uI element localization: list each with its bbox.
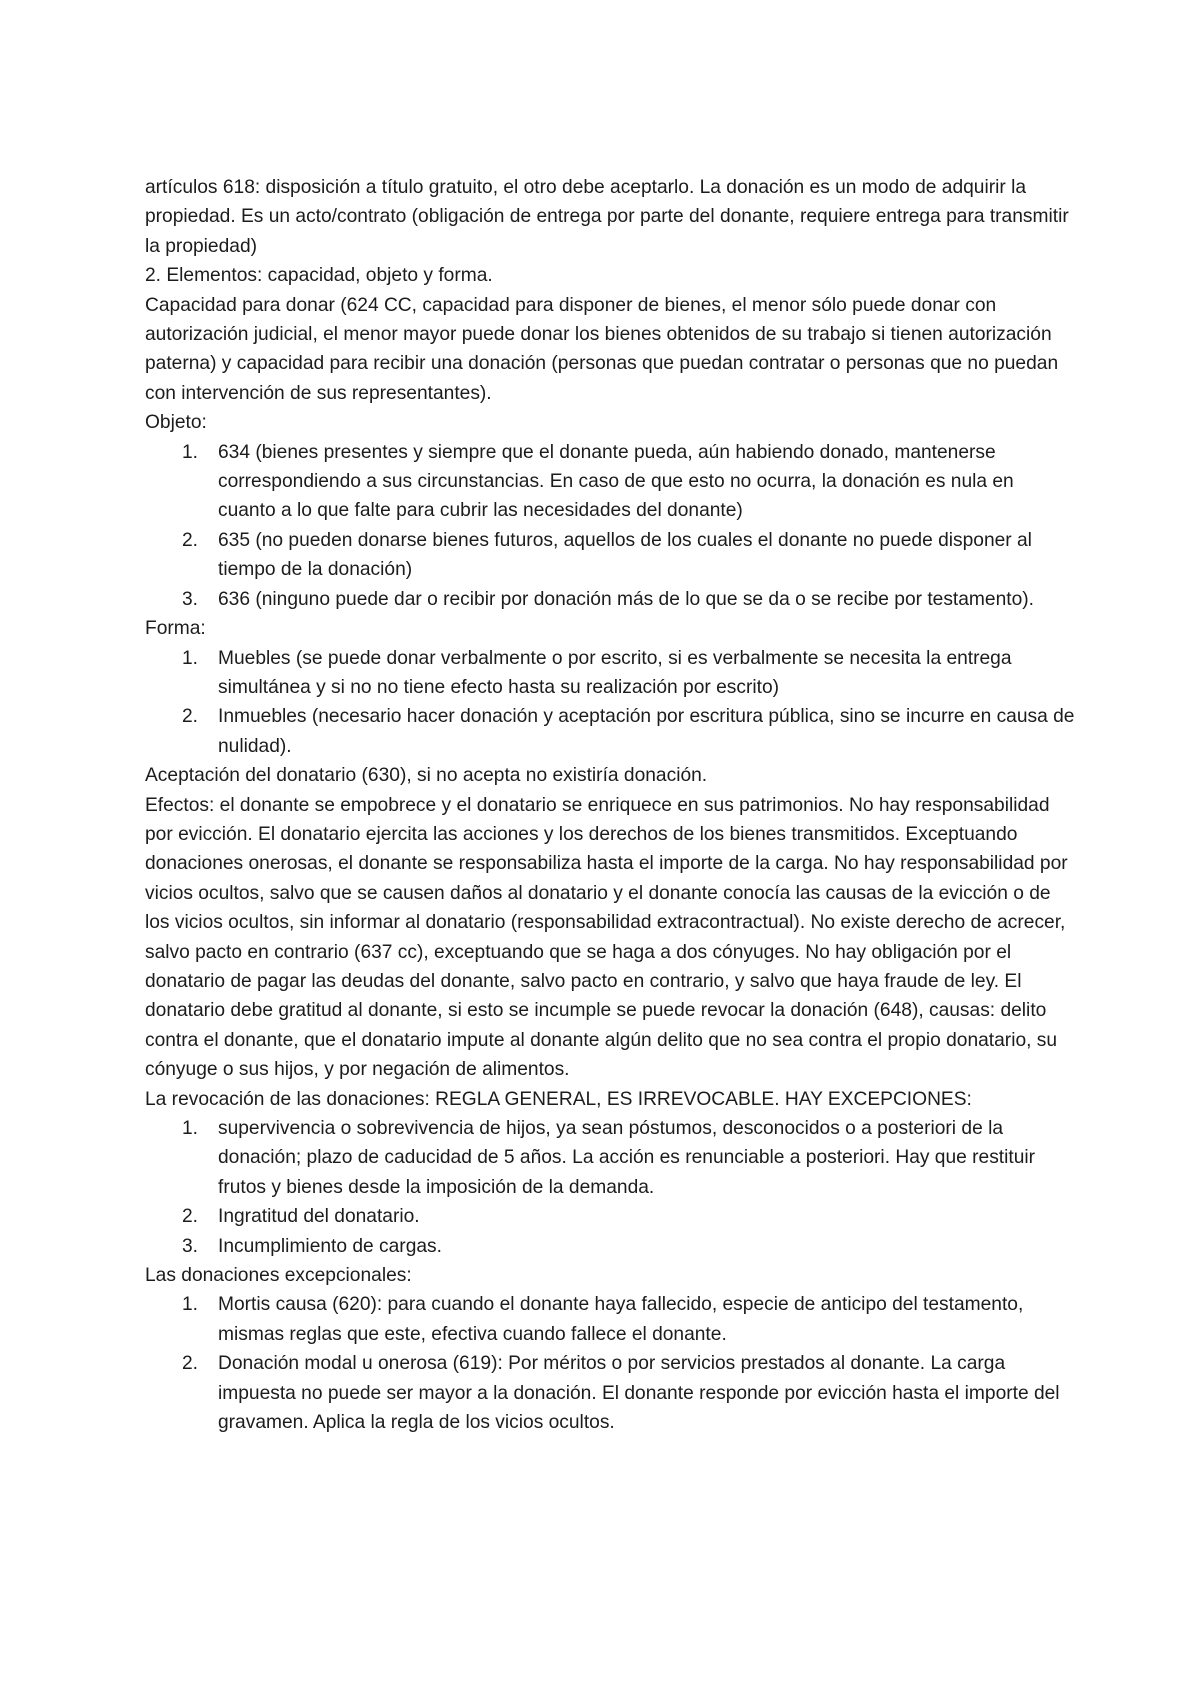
aceptacion-paragraph: Aceptación del donatario (630), si no acepta no existiría donación. [145, 765, 708, 787]
list-item [145, 1114, 1075, 1202]
list-item-number: 2. [182, 1206, 199, 1228]
list-item-number: 2. [182, 1353, 199, 1375]
forma-list [145, 644, 1075, 762]
list-item [145, 702, 1075, 761]
list-item-text: Incumplimiento de cargas. [218, 1235, 442, 1257]
list-item [145, 585, 1075, 614]
objeto-heading: Objeto: [145, 412, 207, 434]
list-item [145, 438, 1075, 526]
objeto-list [145, 438, 1075, 614]
forma-heading: Forma: [145, 618, 206, 640]
list-item [145, 644, 1075, 703]
document-page [145, 173, 1075, 1437]
excepcionales-heading: Las donaciones excepcionales: [145, 1265, 412, 1287]
revocacion-heading: La revocación de las donaciones: REGLA GENERAL, ES IRREVOCABLE. HAY EXCEPCIONES: [145, 1088, 972, 1110]
list-item-number: 3. [182, 1235, 199, 1257]
list-item-number: 2. [182, 529, 199, 551]
list-item-text: supervivencia o sobrevivencia de hijos, ya sean póstumos, desconocidos o a posteriori de la donación; plazo de caducidad de 5 años. La acción es renunciable a posteriori. Hay que restituir frutos y bienes desde la imposición de la demanda. [218, 1118, 1036, 1198]
list-item [145, 1349, 1075, 1437]
list-item-text: Donación modal u onerosa (619): Por méritos o por servicios prestados al donante. La carga impuesta no puede ser mayor a la donación. El donante responde por evicción hasta el importe del gravamen. Aplica la regla de los vicios ocultos. [218, 1353, 1060, 1434]
efectos-paragraph: Efectos: el donante se empobrece y el donatario se enriquece en sus patrimonios. No hay responsabilidad por evicción. El donatario ejercita las acciones y los derechos de los bienes transmitidos. Exceptuando donaciones onerosas, el donante se responsabiliza hasta el importe de la carga. No hay responsabilidad por vicios ocultos, salvo que se causen daños al donatario y el donante conocía las causas de la evicción o de los vicios ocultos, sin informar al donatario (responsabilidad extracontractual). No existe derecho de acrecer, salvo pacto en contrario (637 cc), exceptuando que se haga a dos cónyuges. No hay obligación por el donatario de pagar las deudas del donante, salvo pacto en contrario, y salvo que haya fraude de ley. El donatario debe gratitud al donante, si esto se incumple se puede revocar la donación (648), causas: delito contra el donante, que el donatario impute al donante algún delito que no sea contra el propio donatario, su cónyuge o sus hijos, y por negación de alimentos. [145, 794, 1068, 1081]
list-item [145, 1202, 1075, 1231]
list-item-text: 636 (ninguno puede dar o recibir por donación más de lo que se da o se recibe por testamento). [218, 588, 1034, 610]
list-item-text: 635 (no pueden donarse bienes futuros, aquellos de los cuales el donante no puede disponer al tiempo de la donación) [218, 529, 1032, 581]
list-item-text: 634 (bienes presentes y siempre que el donante pueda, aún habiendo donado, mantenerse correspondiendo a sus circunstancias. En caso de que esto no ocurra, la donación es nula en cuanto a lo que falte para cubrir las necesidades del donante) [218, 441, 1014, 522]
list-item [145, 1290, 1075, 1349]
list-item-text: Ingratitud del donatario. [218, 1206, 420, 1228]
list-item-number: 1. [182, 1294, 199, 1316]
list-item-number: 3. [182, 588, 199, 610]
list-item [145, 1232, 1075, 1261]
list-item-number: 1. [182, 441, 199, 463]
list-item-text: Muebles (se puede donar verbalmente o por escrito, si es verbalmente se necesita la entrega simultánea y si no no tiene efecto hasta su realización por escrito) [218, 647, 1012, 698]
capacidad-paragraph: Capacidad para donar (624 CC, capacidad para disponer de bienes, el menor sólo puede donar con autorización judicial, el menor mayor puede donar los bienes obtenidos de su trabajo si tienen autorización paterna) y capacidad para recibir una donación (personas que puedan contratar o personas que no puedan con intervención de sus representantes). [145, 294, 1059, 404]
list-item-text: Inmuebles (necesario hacer donación y aceptación por escritura pública, sino se incurre en causa de nulidad). [218, 706, 1075, 757]
list-item-text: Mortis causa (620): para cuando el donante haya fallecido, especie de anticipo del testamento, mismas reglas que este, efectiva cuando fallece el donante. [218, 1294, 1024, 1345]
list-item-number: 2. [182, 706, 199, 728]
intro-paragraph: artículos 618: disposición a título gratuito, el otro debe aceptarlo. La donación es un modo de adquirir la propiedad. Es un acto/contrato (obligación de entrega por parte del donante, requiere entrega para transmitir la propiedad) [145, 177, 1069, 257]
elementos-heading: 2. Elementos: capacidad, objeto y forma. [145, 265, 493, 287]
revocacion-list [145, 1114, 1075, 1261]
list-item-number: 1. [182, 1118, 199, 1139]
list-item-number: 1. [182, 647, 199, 669]
excepcionales-list [145, 1290, 1075, 1437]
list-item [145, 526, 1075, 585]
